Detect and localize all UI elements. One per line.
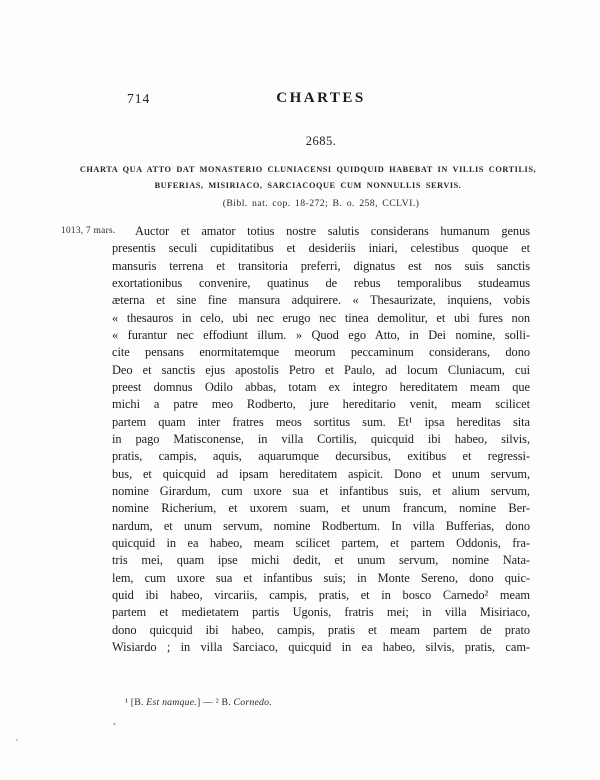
- body-line: Deo et sanctis ejus apostolis Petro et Paulo, ad locum Cluniacum, cui: [112, 362, 530, 377]
- body-line: cite pensans enormitatemque meorum peccaminum considerans, dono: [112, 345, 530, 360]
- body-line: lem, cum uxore sua et infantibus suis; in Monte Sereno, dono quic-: [112, 570, 530, 585]
- body-line: « thesauros in celo, ubi nec erugo nec tinea demolitur, et ubi fures non: [112, 310, 530, 325]
- charter-title: [58, 162, 558, 193]
- margin-date: 1013, 7 mars.: [61, 226, 116, 236]
- body-line: exortationibus convenire, quatinus de rebus temporalibus studeamus: [112, 275, 530, 290]
- body-line: in pago Matisconense, in villa Cortilis, quicquid ibi habeo, silvis,: [112, 431, 530, 446]
- charter-title-line-2: BUFERIAS, MISIRIACO, SARCIACOQUE CUM NONNULLIS SERVIS.: [154, 180, 462, 190]
- body-line: bus, et quicquid ad ipsam hereditatem aspicit. Dono et unum servum,: [112, 466, 530, 481]
- body-line: partem et medietatem partis Ugonis, fratris mei; in villa Misiriaco,: [112, 605, 530, 620]
- page-number: 714: [127, 91, 151, 106]
- body-line: « furantur nec effodiunt illum. » Quod ego Atto, in Dei nomine, solli-: [112, 327, 530, 342]
- body-line: Wisiardo ; in villa Sarciaco, quicquid in ea habeo, silvis, pratis, cam-: [112, 639, 530, 654]
- running-title: CHARTES: [276, 90, 366, 106]
- source-reference: (Bibl. nat. cop. 18-272; B. o. 258, CCLVI.): [222, 198, 420, 209]
- body-line: nomine Girardum, cum uxore sua et infantibus suis, et alium servum,: [112, 483, 530, 498]
- body-line: nardum, et unum servum, nomine Rodbertum. In villa Bufferias, dono: [112, 518, 530, 533]
- body-line: pratis, campis, aquis, aquarumque decursibus, exitibus et regressi-: [112, 449, 530, 464]
- body-line: tris mei, quam ipse michi dedit, et unum servum, nomine Nata-: [112, 553, 530, 568]
- body-line: Auctor et amator totius nostre salutis considerans humanum genus: [135, 224, 530, 238]
- footnote-text: ] — ² B.: [196, 697, 234, 708]
- body-line: quid ibi habeo, vircariis, campis, pratis, et in bosco Carnedo² meam: [112, 587, 530, 602]
- body-line: michi a patre meo Rodberto, jure hereditario venit, meam scilicet: [112, 397, 530, 412]
- body-line: preest domnus Odilo abbas, totam ex integro hereditatem meam que: [112, 379, 530, 394]
- charter-body-text: [112, 223, 530, 656]
- body-line: quicquid in ea habeo, meam scilicet partem, et partem Oddonis, fra-: [112, 535, 530, 550]
- body-line: presentis seculi cupiditatibus et desideriis iniari, celestibus quoque et: [112, 241, 530, 256]
- body-line: partem quam inter fratres meos sortitus sum. Et¹ ipsa hereditas sita: [112, 414, 530, 429]
- footnote-text: ¹ [B.: [125, 697, 147, 708]
- footnote: [125, 697, 530, 708]
- scan-speck: [113, 723, 116, 725]
- body-line: æterna et sine fine mansura adquirere. « Thesaurizate, inquiens, vobis: [112, 293, 530, 308]
- charter-number: 2685.: [305, 134, 337, 148]
- body-line: mansuris terrena et transitoria preferri, dignatus est nos suis sanctis: [112, 258, 530, 273]
- charter-title-line-1: CHARTA QUA ATTO DAT MONASTERIO CLUNIACENSI QUIDQUID HABEBAT IN VILLIS CORTILIS,: [79, 165, 537, 174]
- footnote-italic-text: Est namque.: [146, 697, 197, 708]
- body-line: nomine Richerium, et uxorem suam, et unum francum, nomine Ber-: [112, 501, 530, 516]
- scan-speck: [16, 739, 18, 741]
- footnote-italic-text: Cornedo.: [233, 697, 272, 708]
- body-line: dono quicquid ibi habeo, campis, pratis et meam partem de prato: [112, 622, 530, 637]
